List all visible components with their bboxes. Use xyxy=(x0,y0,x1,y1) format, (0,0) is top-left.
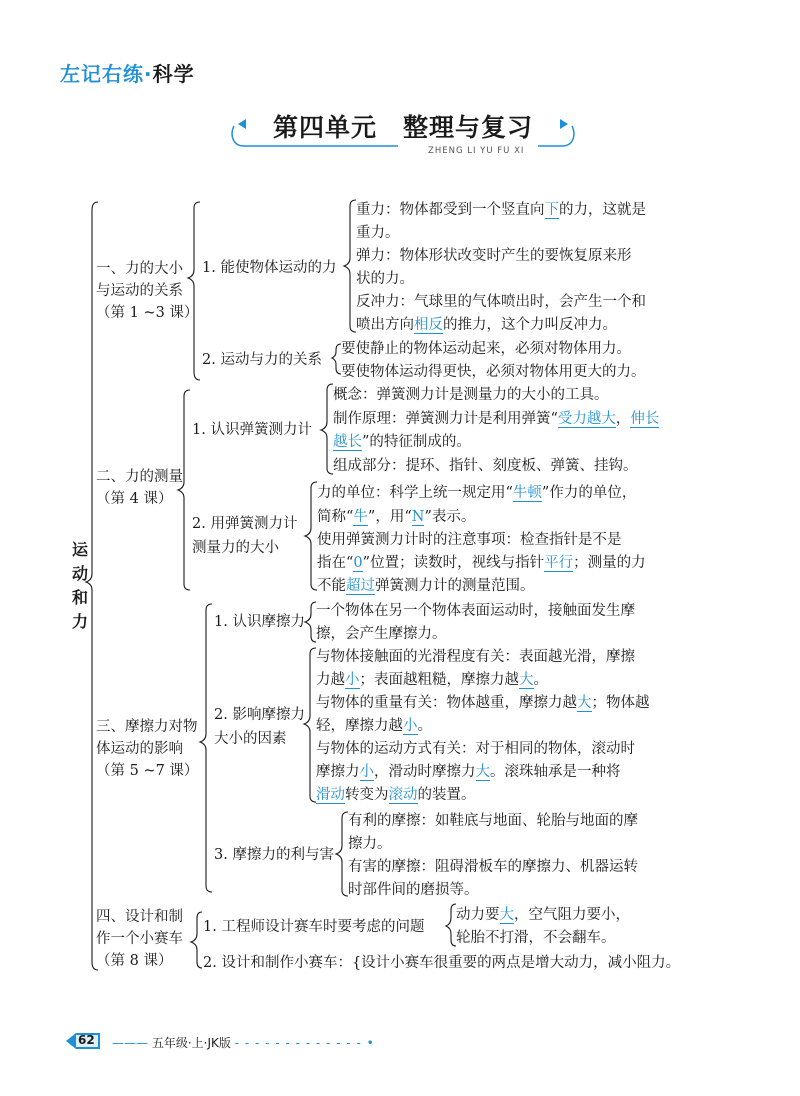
s3-item: 擦力。 xyxy=(348,836,392,852)
s3-item: 轻，摩擦力越小。 xyxy=(316,718,432,734)
answer: 超过 xyxy=(346,578,375,594)
s3-item: 一个物体在另一个物体表面运动时，接触面发生摩 xyxy=(316,603,635,619)
answer: 0 xyxy=(353,555,363,571)
s3-item: 擦，会产生摩擦力。 xyxy=(316,626,447,642)
title-pinyin: ZHENG LI YU FU XI xyxy=(428,146,525,156)
s2-item: 简称“牛”，用“N”表示。 xyxy=(317,509,476,525)
answer: 受力越大 xyxy=(557,411,616,427)
root-topic-char: 运 xyxy=(71,540,88,559)
section-title-line: 一、力的大小 xyxy=(96,261,183,277)
section-title-line: 作一个小赛车 xyxy=(96,931,183,947)
s3-item: 时部件间的磨损等。 xyxy=(348,882,479,898)
answer: 下 xyxy=(544,202,559,218)
section-title-line: （第 8 课） xyxy=(96,953,173,969)
answer: 平行 xyxy=(544,555,574,571)
section-title-line: （第 5 ~7 课） xyxy=(96,763,199,779)
s3-item: 与物体接触面的光滑程度有关：表面越光滑，摩擦 xyxy=(316,649,635,665)
section-title-line: （第 4 课） xyxy=(96,491,173,507)
grade-label: ——— 五年级·上·JK版 - - - - - - - - - - - - - • xyxy=(112,1036,375,1050)
s4-topic-2: 2. 设计和制作小赛车：{设计小赛车很重要的两点是增大动力，减小阻力。 xyxy=(203,955,681,971)
answer: 大 xyxy=(475,764,490,780)
s3-item: 与物体的运动方式有关：对于相同的物体，滚动时 xyxy=(316,741,635,757)
s4-topic-1: 1. 工程师设计赛车时要考虑的问题 xyxy=(203,919,425,935)
answer: 小 xyxy=(345,672,360,688)
s1-item: 状的力。 xyxy=(356,271,414,287)
s1-topic-2: 2. 运动与力的关系 xyxy=(202,352,322,368)
s3-item: 摩擦力小，滑动时摩擦力大。滚珠轴承是一种将 xyxy=(316,764,621,780)
s2-item: 力的单位：科学上统一规定用“牛顿”作力的单位， xyxy=(317,485,637,501)
answer: 小 xyxy=(359,764,374,780)
subject-label: 科学 xyxy=(152,62,195,86)
s3-item: 与物体的重量有关：物体越重，摩擦力越大；物体越 xyxy=(316,695,650,711)
s2-item: 使用弹簧测力计时的注意事项：检查指针是不是 xyxy=(317,532,622,548)
page-title: 第四单元 整理与复习 xyxy=(272,113,533,142)
answer: N xyxy=(411,509,425,525)
s3-item: 有害的摩擦：阻碍滑板车的摩擦力、机器运转 xyxy=(348,859,638,875)
section-3-title xyxy=(96,716,198,782)
section-title-line: 与运动的关系 xyxy=(96,283,183,299)
section-title-line: （第 1 ~3 课） xyxy=(96,305,199,321)
s1-item: 要使物体运动得更快，必须对物体用更大的力。 xyxy=(341,364,646,380)
root-topic-char: 和 xyxy=(71,588,88,607)
answer: 大 xyxy=(519,672,534,688)
answer: 大 xyxy=(499,907,514,923)
s3-item: 力越小；表面越粗糙，摩擦力越大。 xyxy=(316,672,548,688)
s2-item: 概念：弹簧测力计是测量力的大小的工具。 xyxy=(333,387,609,403)
s1-item: 重力。 xyxy=(356,225,400,241)
s1-item: 弹力：物体形状改变时产生的要恢复原来形 xyxy=(356,248,632,264)
s2-topic-1: 1. 认识弹簧测力计 xyxy=(192,422,312,438)
answer: 滚动 xyxy=(388,787,418,803)
s2-item: 越长”的特征制成的。 xyxy=(333,434,471,450)
s1-topic-1: 1. 能使物体运动的力 xyxy=(202,260,337,276)
section-title-line: 四、设计和制 xyxy=(96,909,183,925)
section-4-title xyxy=(96,906,183,972)
answer: 越长 xyxy=(333,434,362,450)
s3-topic-2: 2. 影响摩擦力 大小的因素 xyxy=(214,707,305,747)
s3-item: 滑动转变为滚动的装置。 xyxy=(316,787,476,803)
s1-item: 要使静止的物体运动起来，必须对物体用力。 xyxy=(341,341,631,357)
section-title-line: 二、力的测量 xyxy=(96,469,183,485)
root-topic-char: 力 xyxy=(71,612,88,631)
s1-item: 喷出方向相反的推力，这个力叫反冲力。 xyxy=(356,317,617,333)
answer: 小 xyxy=(403,718,418,734)
s3-item: 有利的摩擦：如鞋底与地面、轮胎与地面的摩 xyxy=(348,813,638,829)
s2-item: 指在“0”位置；读数时，视线与指针平行；测量的力 xyxy=(317,555,646,571)
root-topic-char: 动 xyxy=(71,564,88,583)
answer: 伸长 xyxy=(630,411,660,427)
answer: 大 xyxy=(577,695,592,711)
s3-topic-1: 1. 认识摩擦力 xyxy=(214,614,305,630)
answer: 牛 xyxy=(353,509,368,525)
page-number: 62 xyxy=(78,1033,95,1047)
section-title-line: 三、摩擦力对物 xyxy=(96,719,198,735)
section-2-title xyxy=(96,466,183,510)
s1-item: 重力：物体都受到一个竖直向下的力，这就是 xyxy=(356,202,646,218)
brand-separator: · xyxy=(144,62,153,86)
answer: 滑动 xyxy=(316,787,345,803)
s2-topic-2: 2. 用弹簧测力计 测量力的大小 xyxy=(192,516,298,556)
s2-item: 组成部分：提环、指针、刻度板、弹簧、挂钩。 xyxy=(333,458,638,474)
brand-name: 左记右练 xyxy=(60,62,144,86)
answer: 相反 xyxy=(414,317,443,333)
answer: 牛顿 xyxy=(512,485,542,501)
s4-item: 轮胎不打滑，不会翻车。 xyxy=(456,930,616,946)
s2-item: 制作原理：弹簧测力计是利用弹簧“受力越大，伸长 xyxy=(333,411,660,427)
section-1-title xyxy=(96,258,198,324)
s4-item: 动力要大，空气阻力要小， xyxy=(456,907,630,923)
s3-topic-3: 3. 摩擦力的利与害 xyxy=(214,847,334,863)
s1-item: 反冲力：气球里的气体喷出时，会产生一个和 xyxy=(356,294,646,310)
section-title-line: 体运动的影响 xyxy=(96,741,183,757)
s2-item: 不能超过弹簧测力计的测量范围。 xyxy=(317,578,535,594)
